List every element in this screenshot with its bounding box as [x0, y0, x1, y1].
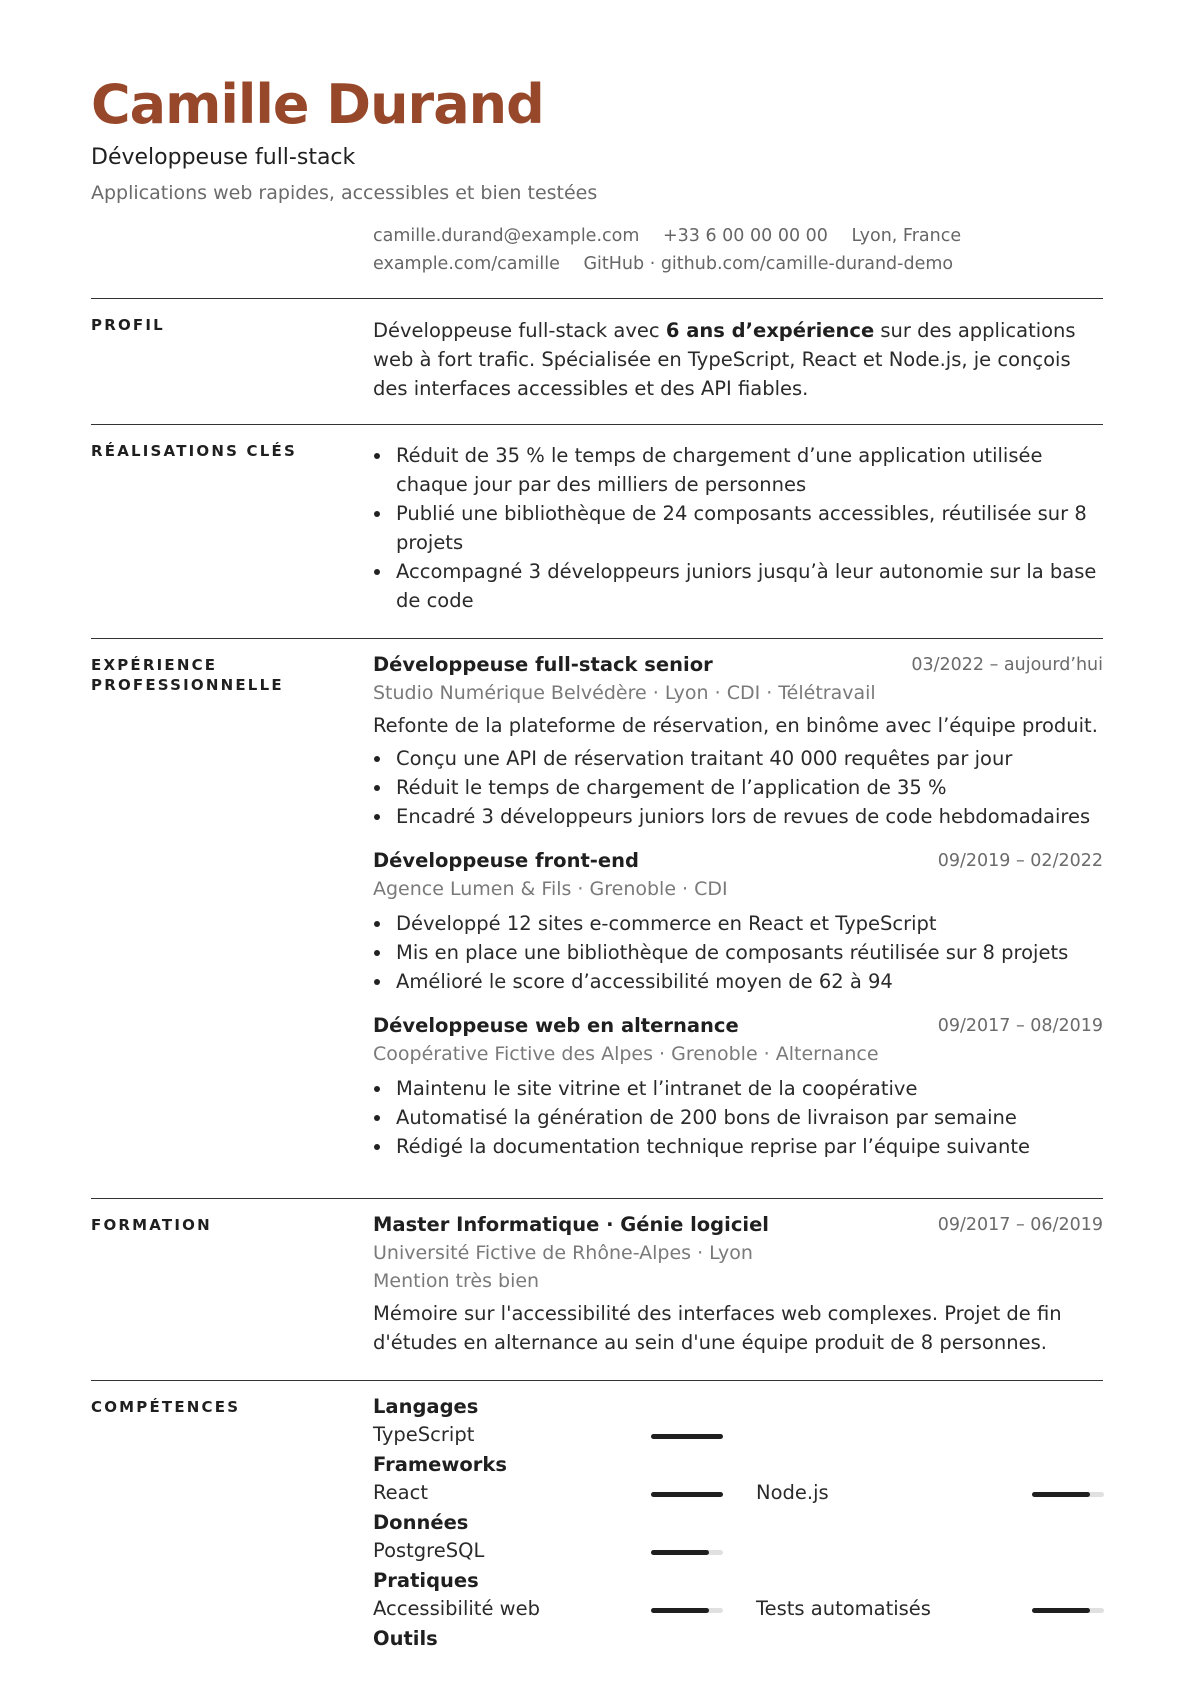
skill-level-fill — [651, 1434, 723, 1439]
skill-level-bar — [651, 1492, 723, 1497]
email-link[interactable]: camille.durand@example.com — [373, 226, 640, 246]
education-body — [373, 1211, 1103, 1357]
list-item: Accompagné 3 développeurs juniors jusqu’à leur autonomie sur la base de code — [373, 557, 1103, 615]
skill-name: Accessibilité web — [373, 1597, 540, 1620]
list-item: Développé 12 sites e-commerce en React et TypeScript — [373, 909, 1103, 938]
job-entry-bullets — [373, 909, 1103, 996]
job-entry-company: Coopérative Fictive des Alpes · Grenoble · Alternance — [373, 1043, 879, 1065]
list-item: Automatisé la génération de 200 bons de livraison par semaine — [373, 1103, 1103, 1132]
job-title: Développeuse full-stack — [91, 145, 356, 170]
list-item: Réduit de 35 % le temps de chargement d’une application utilisée chaque jour par des milliers de personnes — [373, 441, 1103, 499]
degree-honors: Mention très bien — [373, 1270, 540, 1292]
job-entry-title: Développeuse web en alternance — [373, 1014, 739, 1037]
skill-level-bar — [1032, 1492, 1104, 1497]
contact-info — [373, 222, 1103, 278]
job-entry — [373, 1012, 1103, 1161]
tagline: Applications web rapides, accessibles et bien testées — [91, 182, 598, 204]
skill-name: Tests automatisés — [756, 1597, 931, 1620]
skill-category: Données — [373, 1511, 469, 1534]
section-label: RÉALISATIONS CLÉS — [91, 442, 297, 460]
github-link[interactable]: GitHub · github.com/camille-durand-demo — [583, 254, 954, 274]
list-item: Conçu une API de réservation traitant 40 000 requêtes par jour — [373, 744, 1103, 773]
job-entry-bullets — [373, 1074, 1103, 1161]
section-education — [91, 1198, 1103, 1381]
skill-level-bar — [1032, 1608, 1104, 1613]
skill-level-bar — [651, 1434, 723, 1439]
skill-row — [373, 1537, 1103, 1567]
experience-body — [373, 651, 1103, 1161]
location-text: Lyon, France — [851, 226, 962, 246]
section-label: PROFIL — [91, 316, 165, 334]
job-entry-dates: 09/2019 – 02/2022 — [937, 851, 1103, 871]
skill-row — [373, 1421, 1103, 1451]
list-item: Réduit le temps de chargement de l’application de 35 % — [373, 773, 1103, 802]
list-item: Amélioré le score d’accessibilité moyen de 62 à 94 — [373, 967, 1103, 996]
skill-category: Outils — [373, 1627, 438, 1650]
education-description: Mémoire sur l'accessibilité des interfaces web complexes. Projet de fin d'études en alternance au sein d'une équipe produit de 8 personnes. — [373, 1302, 1062, 1354]
list-item: Encadré 3 développeurs juniors lors de revues de code hebdomadaires — [373, 802, 1103, 831]
achievements-body — [373, 441, 1103, 615]
job-entry-company: Studio Numérique Belvédère · Lyon · CDI · Télétravail — [373, 682, 876, 704]
job-entry — [373, 847, 1103, 996]
job-entry — [373, 651, 1103, 831]
job-entry-dates: 09/2017 – 08/2019 — [937, 1016, 1103, 1036]
section-profile — [91, 298, 1103, 425]
skill-row — [373, 1479, 1103, 1509]
list-item: Mis en place une bibliothèque de composants réutilisée sur 8 projets — [373, 938, 1103, 967]
profile-text: Développeuse full-stack avec 6 ans d’expérience sur des applications web à fort trafic. Spécialisée en TypeScript, React et Node.js, je conçois des interfaces accessibles et des API fiables. — [373, 319, 1076, 400]
job-entry-dates: 03/2022 – aujourd’hui — [911, 655, 1103, 675]
skill-level-fill — [651, 1550, 709, 1555]
job-entry-description: Refonte de la plateforme de réservation, en binôme avec l’équipe produit. — [373, 714, 1098, 737]
section-achievements — [91, 424, 1103, 639]
section-skills — [91, 1380, 1103, 1686]
skill-name: TypeScript — [373, 1423, 475, 1446]
job-entry-title: Développeuse full-stack senior — [373, 653, 713, 676]
school-name: Université Fictive de Rhône-Alpes · Lyon — [373, 1242, 753, 1264]
skill-level-bar — [651, 1550, 723, 1555]
contact-row-2 — [373, 250, 1103, 278]
profile-body — [373, 316, 1103, 403]
list-item: Publié une bibliothèque de 24 composants accessibles, réutilisée sur 8 projets — [373, 499, 1103, 557]
profile-highlight: 6 ans d’expérience — [665, 319, 875, 342]
job-entry-title: Développeuse front-end — [373, 849, 639, 872]
skill-name: PostgreSQL — [373, 1539, 485, 1562]
contact-row-1 — [373, 222, 1103, 250]
skill-level-fill — [1032, 1492, 1090, 1497]
section-experience — [91, 638, 1103, 1199]
education-dates: 09/2017 – 06/2019 — [937, 1215, 1103, 1235]
phone-text: +33 6 00 00 00 00 — [662, 226, 828, 246]
skill-level-fill — [651, 1608, 709, 1613]
section-label: EXPÉRIENCE PROFESSIONNELLE — [91, 656, 284, 694]
section-label: COMPÉTENCES — [91, 1398, 241, 1416]
skill-name: Node.js — [756, 1481, 829, 1504]
job-entry-company: Agence Lumen & Fils · Grenoble · CDI — [373, 878, 728, 900]
skill-category: Pratiques — [373, 1569, 479, 1592]
skill-row — [373, 1595, 1103, 1625]
job-entry-bullets — [373, 744, 1103, 831]
skill-category: Frameworks — [373, 1453, 507, 1476]
skill-level-fill — [1032, 1608, 1090, 1613]
candidate-name: Camille Durand — [91, 73, 544, 136]
skill-level-fill — [651, 1492, 723, 1497]
skills-body — [373, 1393, 1103, 1653]
skill-category: Langages — [373, 1395, 479, 1418]
section-label: FORMATION — [91, 1216, 212, 1234]
achievements-list — [373, 441, 1103, 615]
website-link[interactable]: example.com/camille — [373, 254, 560, 274]
skill-level-bar — [651, 1608, 723, 1613]
list-item: Rédigé la documentation technique reprise par l’équipe suivante — [373, 1132, 1103, 1161]
resume-header — [91, 72, 1101, 206]
skill-name: React — [373, 1481, 428, 1504]
list-item: Maintenu le site vitrine et l’intranet de la coopérative — [373, 1074, 1103, 1103]
degree-title: Master Informatique · Génie logiciel — [373, 1213, 769, 1236]
